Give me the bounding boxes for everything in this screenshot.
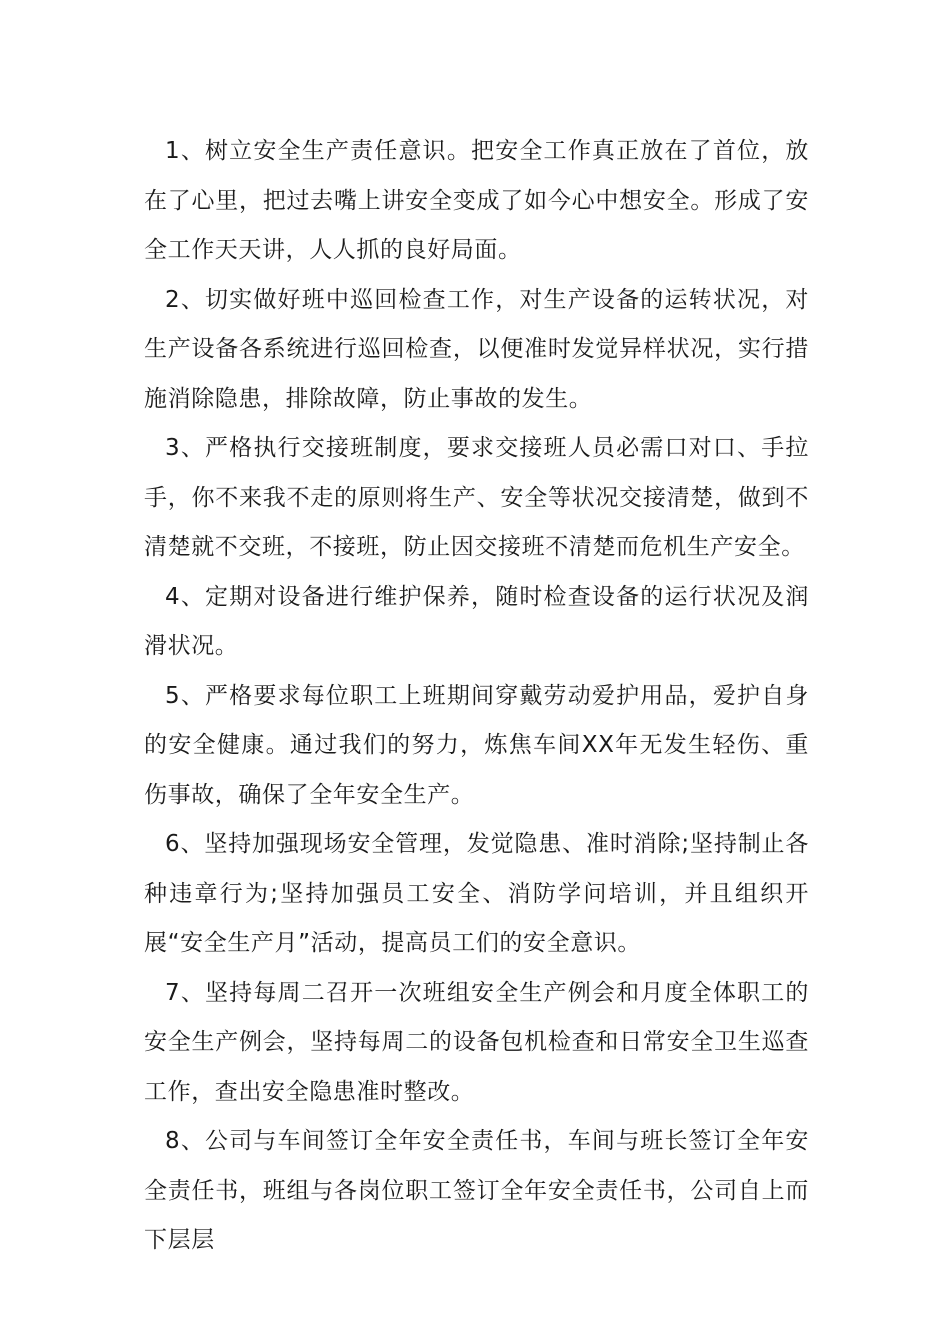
paragraph-8: 8、公司与车间签订全年安全责任书，车间与班长签订全年安全责任书，班组与各岗位职工签订全年安全责任书，公司自上而下层层: [144, 1128, 809, 1253]
paragraph-4: 4、定期对设备进行维护保养，随时检查设备的运行状况及润滑状况。: [144, 583, 809, 659]
document-body: [144, 127, 809, 1266]
paragraph-3: 3、严格执行交接班制度，要求交接班人员必需口对口、手拉手，你不来我不走的原则将生产、安全等状况交接清楚，做到不清楚就不交班，不接班，防止因交接班不清楚而危机生产安全。: [144, 435, 809, 560]
paragraph-1: 1、树立安全生产责任意识。把安全工作真正放在了首位，放在了心里，把过去嘴上讲安全变成了如今心中想安全。形成了安全工作天天讲，人人抓的良好局面。: [144, 138, 809, 263]
paragraph-2: 2、切实做好班中巡回检查工作，对生产设备的运转状况，对生产设备各系统进行巡回检查，以便准时发觉异样状况，实行措施消除隐患，排除故障，防止事故的发生。: [144, 286, 809, 412]
paragraph-6: 6、坚持加强现场安全管理，发觉隐患、准时消除;坚持制止各种违章行为;坚持加强员工安全、消防学问培训，并且组织开展“安全生产月”活动，提高员工们的安全意识。: [144, 831, 809, 956]
paragraph-7: 7、坚持每周二召开一次班组安全生产例会和月度全体职工的安全生产例会，坚持每周二的设备包机检查和日常安全卫生巡查工作，查出安全隐患准时整改。: [144, 979, 809, 1105]
paragraph-5: 5、严格要求每位职工上班期间穿戴劳动爱护用品，爱护自身的安全健康。通过我们的努力，炼焦车间XX年无发生轻伤、重伤事故，确保了全年安全生产。: [144, 682, 809, 808]
